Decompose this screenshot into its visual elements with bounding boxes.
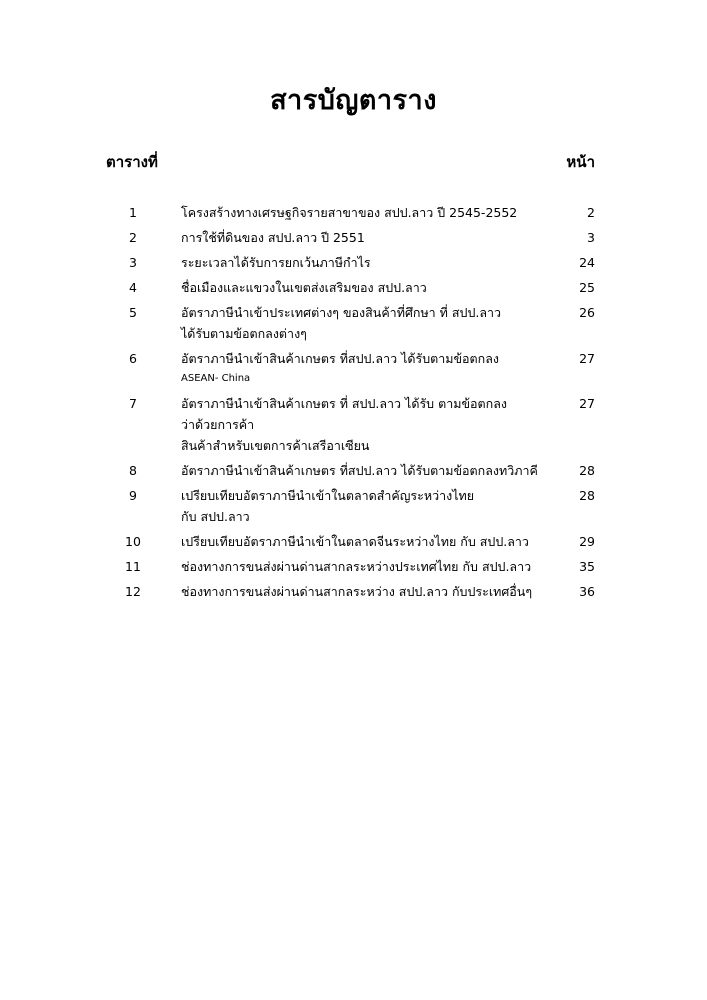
toc-row-number: 9 — [129, 488, 137, 503]
toc-row — [0, 252, 707, 273]
toc-row-number: 12 — [125, 584, 141, 599]
toc-row — [0, 393, 707, 456]
toc-row-description — [181, 252, 541, 273]
toc-row-description — [181, 348, 541, 389]
toc-row-description — [181, 556, 541, 577]
toc-row-page-number: 3 — [587, 230, 595, 245]
toc-row-description-line: อัตราภาษีนำเข้าสินค้าเกษตร ที่สปป.ลาว ได้รับตามข้อตกลงทวิภาคี — [181, 463, 538, 478]
page-title: สารบัญตาราง — [270, 85, 437, 116]
toc-row-description — [181, 277, 541, 298]
toc-row-description-line: อัตราภาษีนำเข้าประเทศต่างๆ ของสินค้าที่ศึกษา ที่ สปป.ลาว — [181, 305, 502, 320]
toc-row — [0, 302, 707, 344]
toc-row-page-number: 24 — [579, 255, 595, 270]
toc-row-description-line: ช่องทางการขนส่งผ่านด่านสากลระหว่างประเทศไทย กับ สปป.ลาว — [181, 559, 532, 574]
toc-row-description-line: ASEAN- China — [181, 373, 251, 384]
toc-row-page-number: 26 — [579, 305, 595, 320]
toc-row-description-line: เปรียบเทียบอัตราภาษีนำเข้าในตลาดจีนระหว่างไทย กับ สปป.ลาว — [181, 534, 529, 549]
toc-row-description-line: อัตราภาษีนำเข้าสินค้าเกษตร ที่ สปป.ลาว ได้รับ ตามข้อตกลง — [181, 396, 507, 411]
toc-row-number: 8 — [129, 463, 137, 478]
toc-row — [0, 485, 707, 527]
toc-row-page-number: 36 — [579, 584, 595, 599]
toc-row — [0, 581, 707, 602]
toc-row-page-number: 27 — [579, 351, 595, 366]
toc-row-page-number: 25 — [579, 280, 595, 295]
toc-row — [0, 556, 707, 577]
toc-row-description-line: ระยะเวลาได้รับการยกเว้นภาษีกำไร — [181, 255, 371, 270]
toc-row-number: 1 — [129, 205, 137, 220]
toc-row-page-number: 2 — [587, 205, 595, 220]
toc-row — [0, 227, 707, 248]
toc-row-description — [181, 393, 541, 456]
toc-row-page-number: 29 — [579, 534, 595, 549]
toc-row-description — [181, 485, 541, 527]
toc-row-number: 7 — [129, 396, 137, 411]
toc-row-page-number: 28 — [579, 463, 595, 478]
toc-row-number: 6 — [129, 351, 137, 366]
toc-row — [0, 460, 707, 481]
toc-row — [0, 531, 707, 552]
toc-row-number: 4 — [129, 280, 137, 295]
table-of-contents-list — [0, 202, 707, 606]
column-header-table-number: ตารางที่ — [106, 153, 158, 171]
toc-row — [0, 348, 707, 389]
toc-row-page-number: 35 — [579, 559, 595, 574]
toc-row-description-line: สินค้าสำหรับเขตการค้าเสรีอาเซียน — [181, 438, 370, 453]
toc-row-description-line: การใช้ที่ดินของ สปป.ลาว ปี 2551 — [181, 230, 365, 245]
toc-row-description — [181, 531, 541, 552]
toc-row-page-number: 27 — [579, 396, 595, 411]
toc-row-number: 3 — [129, 255, 137, 270]
toc-row-description-line: อัตราภาษีนำเข้าสินค้าเกษตร ที่สปป.ลาว ได้รับตามข้อตกลง — [181, 351, 500, 366]
toc-row-description-line: ชื่อเมืองและแขวงในเขตส่งเสริมของ สปป.ลาว — [181, 280, 427, 295]
column-header-page: หน้า — [566, 153, 595, 171]
toc-row-description — [181, 202, 541, 223]
toc-row-number: 2 — [129, 230, 137, 245]
toc-row-description-line: กับ สปป.ลาว — [181, 509, 250, 524]
toc-row-page-number: 28 — [579, 488, 595, 503]
toc-row-number: 5 — [129, 305, 137, 320]
toc-row-description-line: ได้รับตามข้อตกลงต่างๆ — [181, 326, 307, 341]
toc-row-description — [181, 581, 541, 602]
toc-row-description-line: เปรียบเทียบอัตราภาษีนำเข้าในตลาดสำคัญระหว่างไทย — [181, 488, 475, 503]
toc-row-description-line: โครงสร้างทางเศรษฐกิจรายสาขาของ สปป.ลาว ปี 2545-2552 — [181, 205, 518, 220]
toc-row — [0, 202, 707, 223]
toc-row-description — [181, 227, 541, 248]
toc-row-description — [181, 302, 541, 344]
toc-row-description-line: ช่องทางการขนส่งผ่านด่านสากลระหว่าง สปป.ลาว กับประเทศอื่นๆ — [181, 584, 533, 599]
toc-row-description — [181, 460, 541, 481]
toc-row-number: 11 — [125, 559, 141, 574]
toc-row-description-line: ว่าด้วยการค้า — [181, 417, 255, 432]
toc-row — [0, 277, 707, 298]
toc-row-number: 10 — [125, 534, 141, 549]
